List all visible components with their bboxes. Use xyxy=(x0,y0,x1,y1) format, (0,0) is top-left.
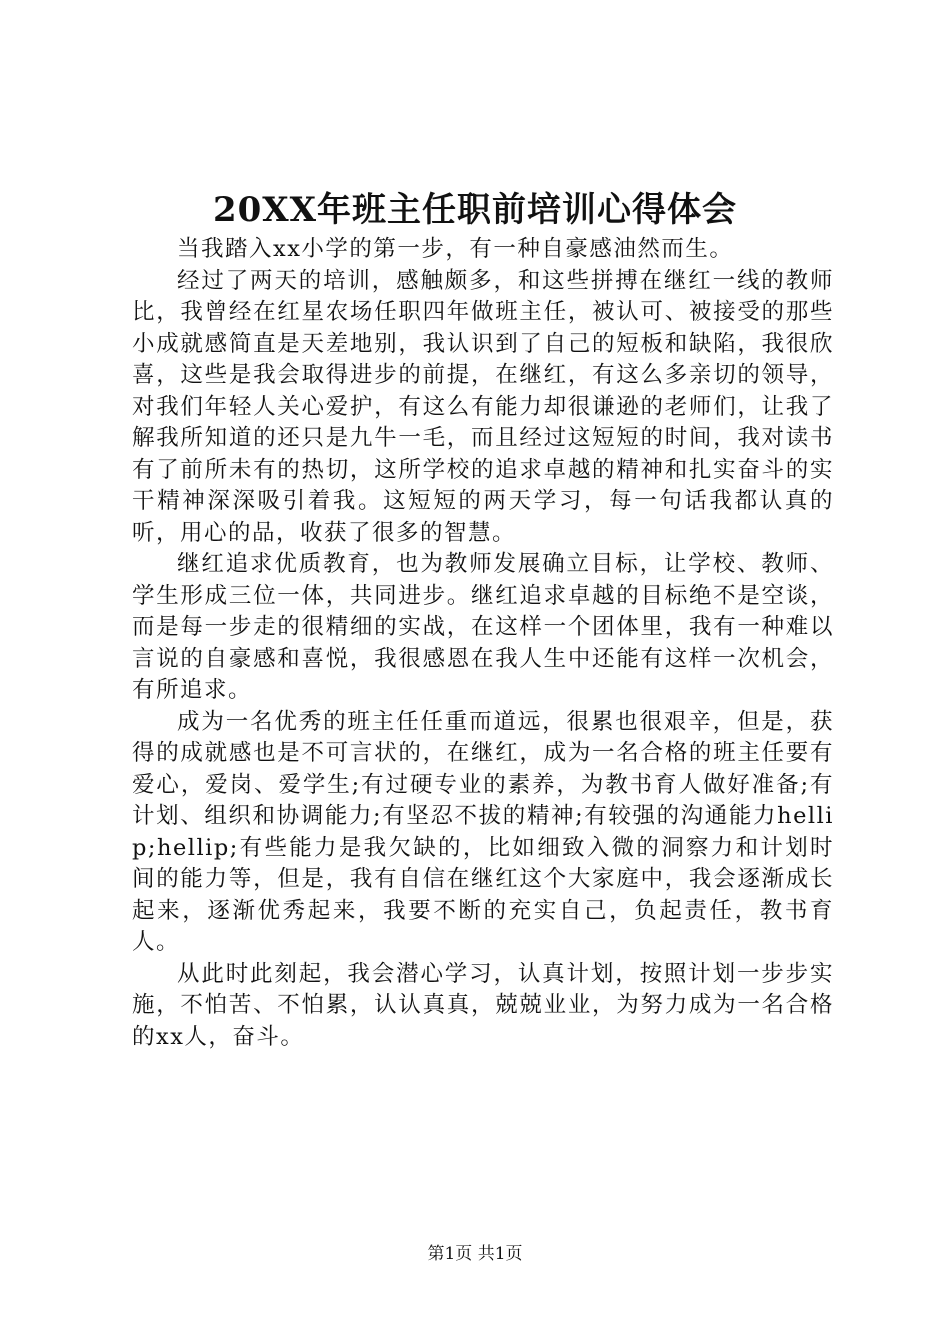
paragraph-4: 成为一名优秀的班主任任重而道远，很累也很艰辛，但是，获得的成就感也是不可言状的，在继红，成为一名合格的班主任要有爱心，爱岗、爱学生;有过硬专业的素养，为教书育人做好准备;有计划、组织和协调能力;有坚忍不拔的精神;有较强的沟通能力hellip;hellip;有些能力是我欠缺的，比如细致入微的洞察力和计划时间的能力等，但是，我有自信在继红这个大家庭中，我会逐渐成长起来，逐渐优秀起来，我要不断的充实自己，负起责任，教书育人。 xyxy=(132,708,834,955)
paragraph-1: 当我踏入xx小学的第一步，有一种自豪感油然而生。 xyxy=(177,236,734,262)
paragraph-2: 经过了两天的培训，感触颇多，和这些拼搏在继红一线的教师比，我曾经在红星农场任职四年做班主任，被认可、被接受的那些小成就感简直是天差地别，我认识到了自己的短板和缺陷，我很欣喜，这些是我会取得进步的前提，在继红，有这么多亲切的领导，对我们年轻人关心爱护，有这么有能力却很谦逊的老师们，让我了解我所知道的还只是九牛一毛，而且经过这短短的时间，我对读书有了前所未有的热切，这所学校的追求卓越的精神和扎实奋斗的实干精神深深吸引着我。这短短的两天学习，每一句话我都认真的听，用心的品，收获了很多的智慧。 xyxy=(132,267,834,546)
paragraph-5: 从此时此刻起，我会潜心学习，认真计划，按照计划一步步实施，不怕苦、不怕累，认认真真，兢兢业业，为努力成为一名合格的xx人，奋斗。 xyxy=(132,960,834,1050)
document-title: 20XX年班主任职前培训心得体会 xyxy=(212,190,738,230)
document-body xyxy=(132,234,834,1053)
paragraph-3: 继红追求优质教育，也为教师发展确立目标，让学校、教师、学生形成三位一体，共同进步。继红追求卓越的目标绝不是空谈，而是每一步走的很精细的实战，在这样一个团体里，我有一种难以言说的自豪感和喜悦，我很感恩在我人生中还能有这样一次机会，有所追求。 xyxy=(132,551,834,703)
page-number-footer: 第1页 共1页 xyxy=(427,1244,523,1264)
